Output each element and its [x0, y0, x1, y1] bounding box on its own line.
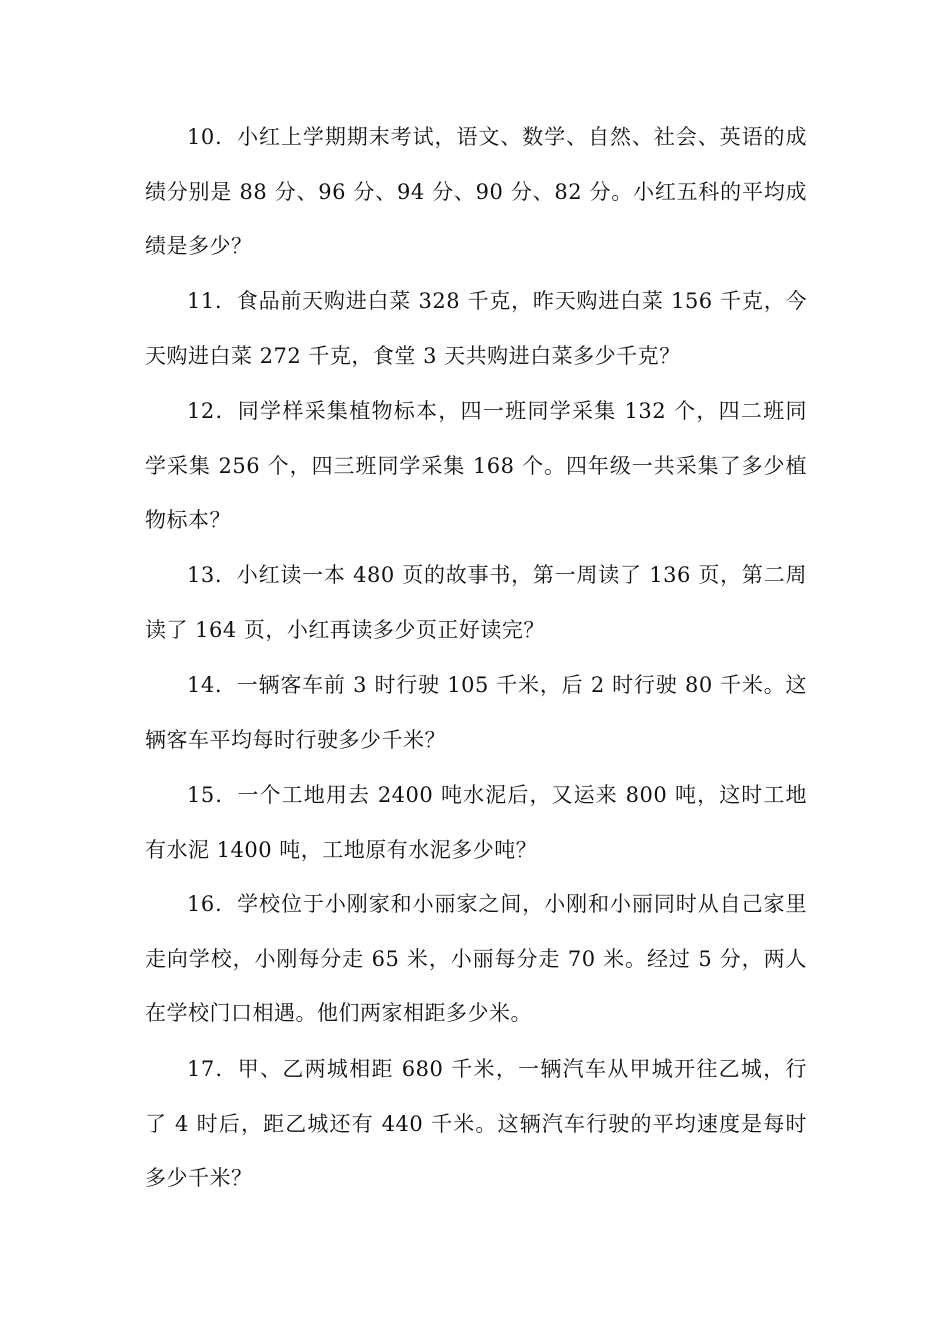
problem-number: 11． — [187, 289, 237, 313]
problem-16 — [145, 877, 807, 1041]
problem-number: 10． — [187, 125, 238, 149]
problem-text: 同学样采集植物标本，四一班同学采集 132 个，四二班同学采集 256 个，四三班同学采集 168 个。四年级一共采集了多少植物标本？ — [145, 399, 807, 532]
problem-17 — [145, 1042, 807, 1206]
problem-text: 食品前天购进白菜 328 千克，昨天购进白菜 156 千克，今天购进白菜 272 千克，食堂 3 天共购进白菜多少千克？ — [145, 289, 807, 368]
problem-number: 15． — [187, 783, 238, 807]
problem-text: 小红上学期期末考试，语文、数学、自然、社会、英语的成绩分别是 88 分、96 分、94 分、90 分、82 分。小红五科的平均成绩是多少？ — [145, 125, 807, 258]
problem-15 — [145, 768, 807, 877]
problem-12 — [145, 384, 807, 548]
problem-13 — [145, 548, 807, 657]
problem-text: 一辆客车前 3 时行驶 105 千米，后 2 时行驶 80 千米。这辆客车平均每时行驶多少千米？ — [145, 673, 807, 752]
problem-number: 14． — [187, 673, 237, 697]
problem-number: 16． — [187, 892, 238, 916]
problem-text: 学校位于小刚家和小丽家之间，小刚和小丽同时从自己家里走向学校，小刚每分走 65 米，小丽每分走 70 米。经过 5 分，两人在学校门口相遇。他们两家相距多少米。 — [145, 892, 807, 1025]
problem-number: 13． — [187, 563, 237, 587]
problem-text: 一个工地用去 2400 吨水泥后，又运来 800 吨，这时工地有水泥 1400 吨，工地原有水泥多少吨？ — [145, 783, 807, 862]
problem-11 — [145, 274, 807, 383]
problem-14 — [145, 658, 807, 767]
problem-number: 12． — [187, 399, 238, 423]
problem-text: 小红读一本 480 页的故事书，第一周读了 136 页，第二周读了 164 页，小红再读多少页正好读完？ — [145, 563, 807, 642]
problem-number: 17． — [187, 1057, 238, 1081]
problem-10 — [145, 110, 807, 274]
problem-text: 甲、乙两城相距 680 千米，一辆汽车从甲城开往乙城，行了 4 时后，距乙城还有 440 千米。这辆汽车行驶的平均速度是每时多少千米？ — [145, 1057, 807, 1190]
